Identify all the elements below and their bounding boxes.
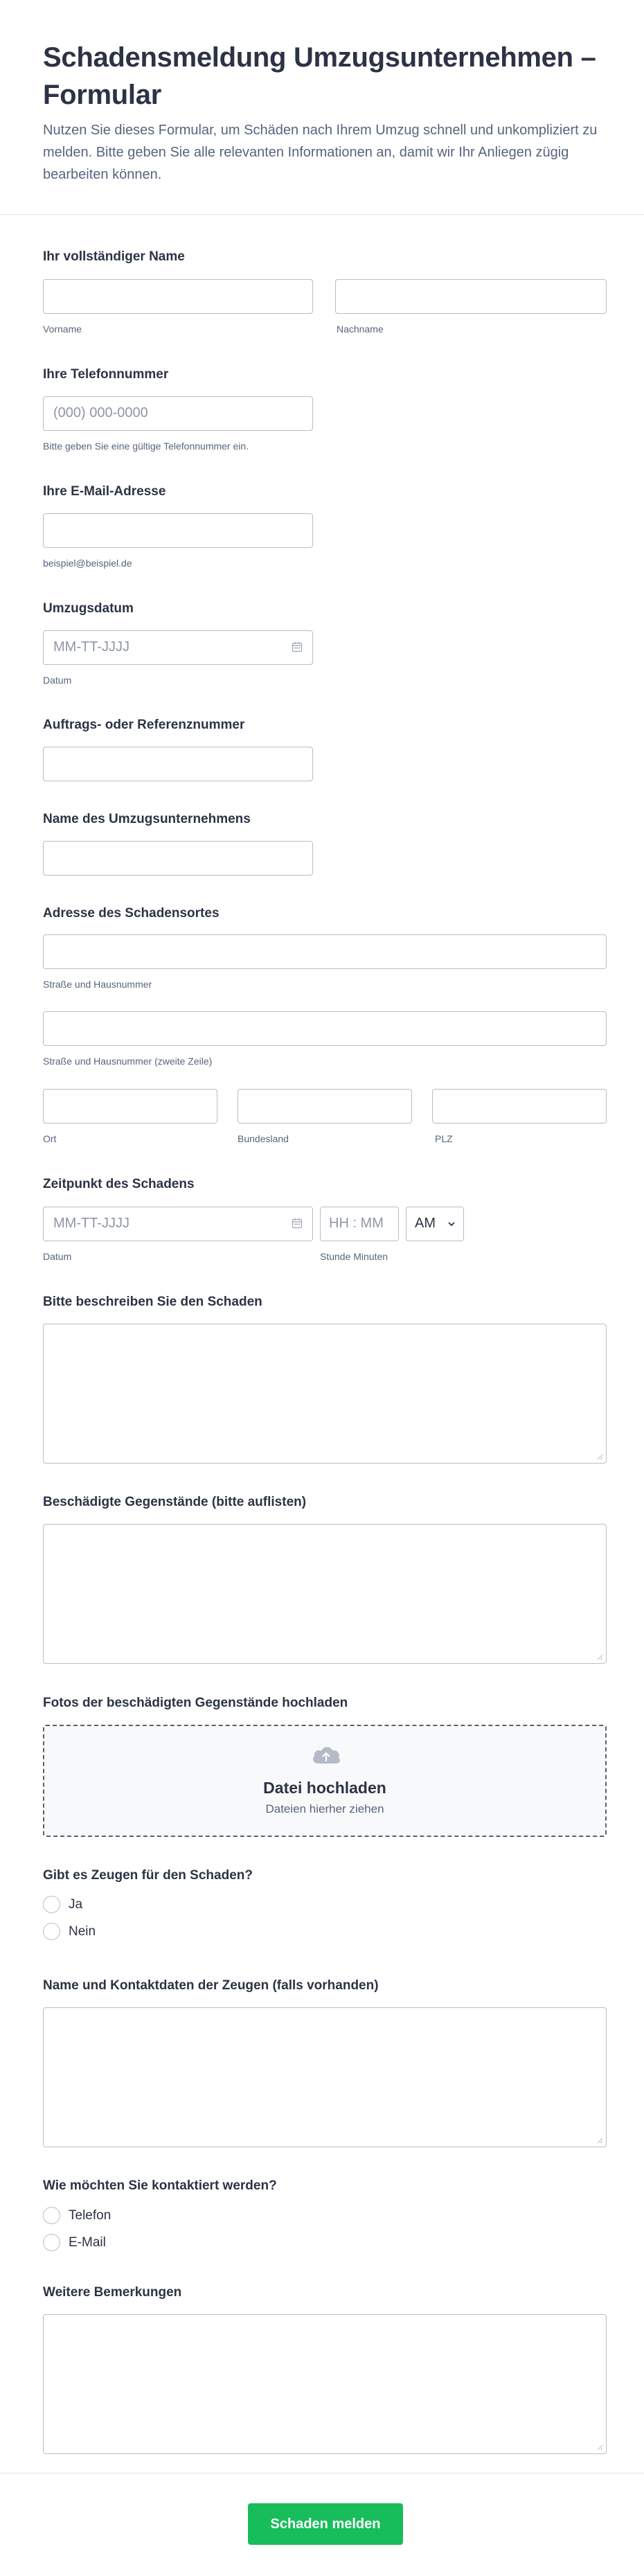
street2-input[interactable] bbox=[43, 1011, 607, 1046]
description-label: Bitte beschreiben Sie den Schaden bbox=[43, 1295, 262, 1309]
order-number-input[interactable] bbox=[43, 747, 313, 781]
phone-label: Ihre Telefonnummer bbox=[43, 367, 169, 382]
description-textarea[interactable] bbox=[43, 1324, 607, 1464]
street-input[interactable] bbox=[43, 934, 607, 969]
street2-sublabel: Straße und Hausnummer (zweite Zeile) bbox=[43, 1056, 213, 1067]
submit-button[interactable]: Schaden melden bbox=[248, 2503, 403, 2545]
order-number-label: Auftrags- oder Referenznummer bbox=[43, 718, 245, 732]
photos-label: Fotos der beschädigten Gegenstände hochladen bbox=[43, 1696, 348, 1710]
company-label: Name des Umzugsunternehmens bbox=[43, 812, 251, 826]
form-title: Schadensmeldung Umzugsunternehmen – Formular bbox=[43, 42, 596, 110]
resize-handle-icon[interactable] bbox=[596, 2444, 603, 2451]
form-header bbox=[0, 0, 644, 215]
form-footer bbox=[0, 2473, 644, 2576]
form-subtitle: Nutzen Sie dieses Formular, um Schäden nach Ihrem Umzug schnell und unkompliziert zu melden. Bitte geben Sie alle relevanten Informationen an, damit wir Ihr Anliegen zügig bearbeiten können. bbox=[43, 123, 598, 182]
ampm-select[interactable] bbox=[406, 1207, 464, 1241]
contact-option-email[interactable] bbox=[43, 2232, 140, 2253]
last-name-sublabel: Nachname bbox=[337, 323, 384, 335]
full-name-field bbox=[43, 248, 607, 338]
order-number-field bbox=[43, 716, 607, 785]
calendar-icon[interactable] bbox=[292, 641, 303, 652]
damage-time-sublabel: Stunde Minuten bbox=[320, 1251, 388, 1262]
email-sublabel: beispiel@beispiel.de bbox=[43, 558, 132, 569]
description-field bbox=[43, 1293, 607, 1466]
radio-label: Nein bbox=[69, 1924, 96, 1939]
contact-pref-label: Wie möchten Sie kontaktiert werden? bbox=[43, 2178, 277, 2193]
witness-option-no[interactable] bbox=[43, 1921, 126, 1942]
remarks-field bbox=[43, 2284, 607, 2457]
items-field bbox=[43, 1493, 607, 1667]
last-name-input[interactable] bbox=[335, 279, 607, 314]
contact-pref-field bbox=[43, 2177, 607, 2253]
state-sublabel: Bundesland bbox=[238, 1133, 289, 1144]
remarks-textarea[interactable] bbox=[43, 2314, 607, 2454]
move-date-placeholder: MM-TT-JJJJ bbox=[53, 639, 129, 655]
move-date-label: Umzugsdatum bbox=[43, 601, 134, 616]
company-field bbox=[43, 810, 607, 880]
address-label: Adresse des Schadensortes bbox=[43, 906, 220, 921]
witnesses-field bbox=[43, 1867, 607, 1943]
company-input[interactable] bbox=[43, 841, 313, 876]
zip-sublabel: PLZ bbox=[435, 1133, 453, 1144]
upload-title: Datei hochladen bbox=[263, 1779, 386, 1797]
witness-contact-label: Name und Kontaktdaten der Zeugen (falls vorhanden) bbox=[43, 1978, 379, 1993]
move-date-sublabel: Datum bbox=[43, 675, 72, 686]
damage-time-input[interactable]: HH : MM bbox=[320, 1207, 399, 1241]
remarks-label: Weitere Bemerkungen bbox=[43, 2285, 182, 2300]
address-field bbox=[43, 905, 607, 1147]
radio-label: Ja bbox=[69, 1897, 83, 1912]
phone-input[interactable]: (000) 000-0000 bbox=[43, 396, 313, 431]
witness-contact-textarea[interactable] bbox=[43, 2007, 607, 2147]
calendar-icon[interactable] bbox=[292, 1218, 303, 1229]
move-date-field bbox=[43, 600, 607, 690]
phone-field bbox=[43, 366, 607, 456]
radio-label: E-Mail bbox=[69, 2235, 106, 2250]
radio-button[interactable] bbox=[43, 2207, 60, 2224]
radio-label: Telefon bbox=[69, 2208, 111, 2223]
radio-button[interactable] bbox=[43, 1896, 60, 1913]
radio-button[interactable] bbox=[43, 1923, 60, 1940]
resize-handle-icon[interactable] bbox=[596, 2137, 603, 2144]
email-input[interactable] bbox=[43, 513, 313, 548]
first-name-sublabel: Vorname bbox=[43, 323, 82, 335]
phone-sublabel: Bitte geben Sie eine gültige Telefonnummer ein. bbox=[43, 441, 249, 452]
witnesses-label: Gibt es Zeugen für den Schaden? bbox=[43, 1868, 253, 1883]
email-field bbox=[43, 483, 607, 573]
witness-option-yes[interactable] bbox=[43, 1894, 126, 1915]
first-name-input[interactable] bbox=[43, 279, 313, 314]
witness-contact-field bbox=[43, 1977, 607, 2150]
damage-time-label: Zeitpunkt des Schadens bbox=[43, 1177, 195, 1191]
damage-time-field bbox=[43, 1175, 607, 1265]
resize-handle-icon[interactable] bbox=[596, 1453, 603, 1460]
chevron-down-icon bbox=[447, 1219, 456, 1229]
city-input[interactable] bbox=[43, 1089, 217, 1123]
email-label: Ihre E-Mail-Adresse bbox=[43, 484, 166, 499]
move-date-input[interactable] bbox=[43, 630, 313, 665]
damage-date-placeholder: MM-TT-JJJJ bbox=[53, 1216, 129, 1231]
file-upload-dropzone[interactable] bbox=[43, 1725, 607, 1837]
damage-date-input[interactable] bbox=[43, 1207, 313, 1241]
ampm-value: AM bbox=[415, 1216, 436, 1231]
contact-option-phone[interactable] bbox=[43, 2205, 140, 2226]
zip-input[interactable] bbox=[432, 1089, 607, 1123]
radio-button[interactable] bbox=[43, 2234, 60, 2251]
resize-handle-icon[interactable] bbox=[596, 1653, 603, 1660]
street-sublabel: Straße und Hausnummer bbox=[43, 979, 152, 990]
items-label: Beschädigte Gegenstände (bitte auflisten) bbox=[43, 1495, 307, 1509]
cloud-upload-icon bbox=[310, 1741, 343, 1769]
items-textarea[interactable] bbox=[43, 1524, 607, 1664]
full-name-label: Ihr vollständiger Name bbox=[43, 249, 185, 264]
state-input[interactable] bbox=[238, 1089, 412, 1123]
photos-field bbox=[43, 1694, 607, 1840]
damage-date-sublabel: Datum bbox=[43, 1251, 72, 1262]
city-sublabel: Ort bbox=[43, 1133, 57, 1144]
upload-subtitle: Dateien hierher ziehen bbox=[265, 1802, 384, 1815]
